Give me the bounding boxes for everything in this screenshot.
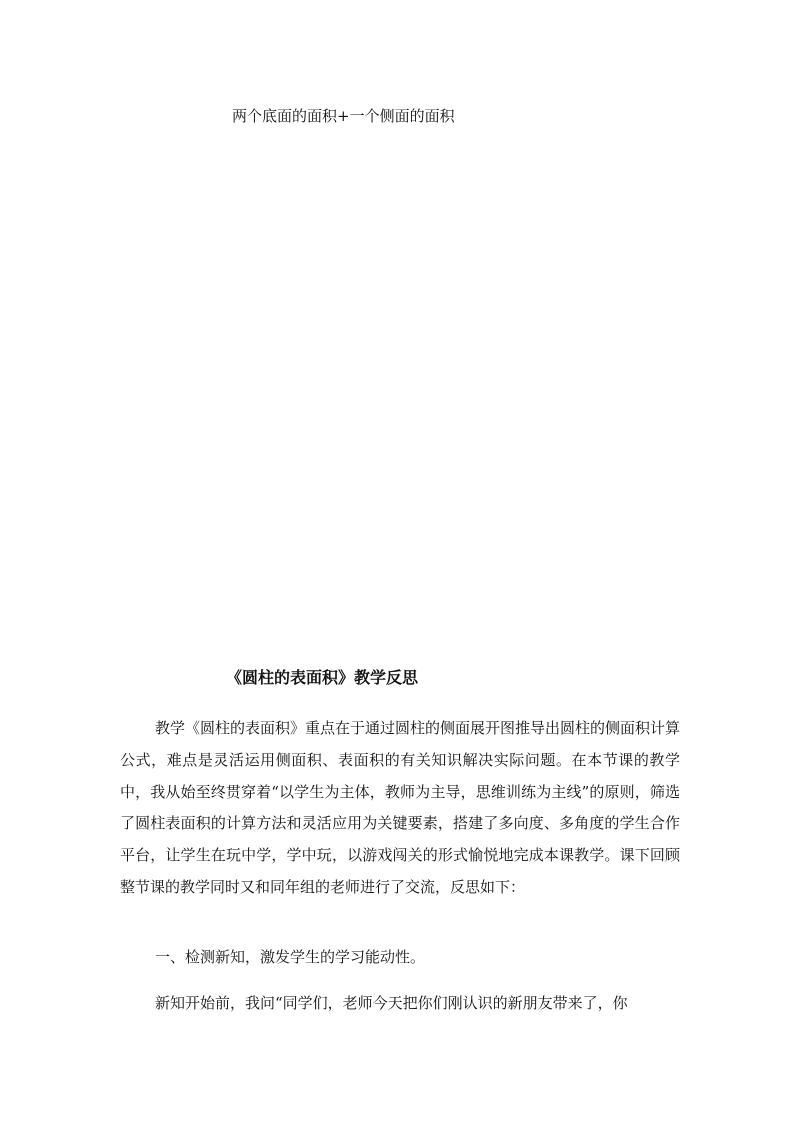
article-title: 《圆柱的表面积》教学反思	[226, 668, 419, 687]
article-paragraph-section-1: 新知开始前，我问“同学们，老师今天把你们刚认识的新朋友带来了，你	[155, 994, 628, 1012]
formula-line: 两个底面的面积+一个侧面的面积	[232, 107, 455, 125]
article-paragraph-intro: 教学《圆柱的表面积》重点在于通过圆柱的侧面展开图推导出圆柱的侧面积计算公式，难点是灵活运用侧面积、表面积的有关知识解决实际问题。在本节课的教学中，我从始至终贯穿着“以学生为主体，教师为主导，思维训练为主线”的原则，筛选了圆柱表面积的计算方法和灵活应用为关键要素，搭建了多向度、多角度的学生合作平台，让学生在玩中学，学中玩，以游戏闯关的形式愉悦地完成本课教学。课下回顾整节课的教学同时又和同年组的老师进行了交流，反思如下：	[120, 719, 681, 896]
article-section-heading-1: 一、检测新知，激发学生的学习能动性。	[155, 948, 426, 966]
